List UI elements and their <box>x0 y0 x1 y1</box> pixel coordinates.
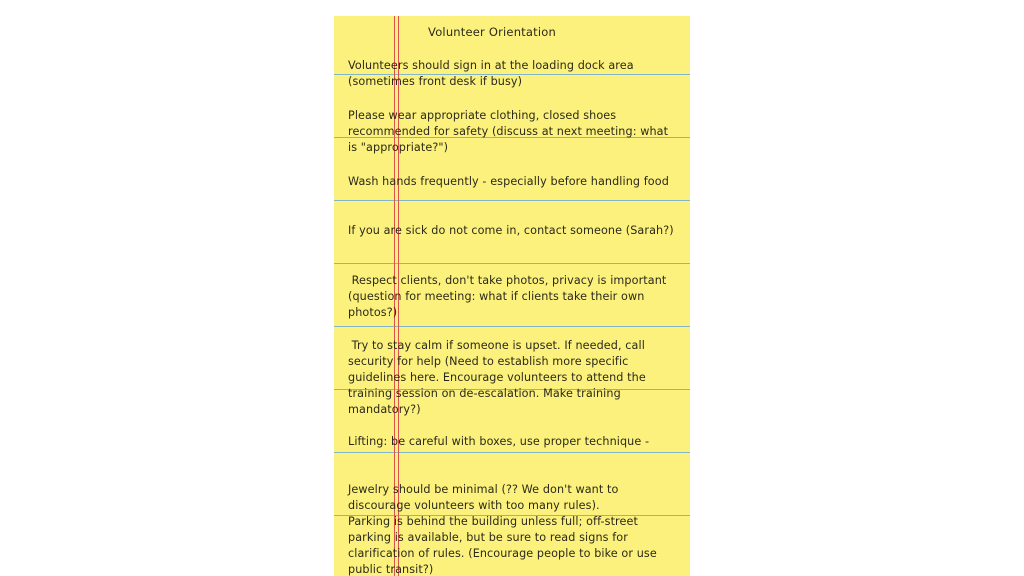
legal-pad-page <box>334 16 690 576</box>
note-clothing: Please wear appropriate clothing, closed shoes recommended for safety (discuss at next meeting: what is "appropriate?") <box>348 109 672 154</box>
note-de-escalation: Try to stay calm if someone is upset. If needed, call security for help (Need to establish more specific guidelines here. Encourage volunteers to attend the training session on de-escalation. Make training mandatory?) <box>348 339 650 416</box>
page-title: Volunteer Orientation <box>428 25 556 39</box>
note-sign-in: Volunteers should sign in at the loading dock area (sometimes front desk if busy) <box>348 59 638 88</box>
note-hand-washing: Wash hands frequently - especially before handling food <box>348 175 669 188</box>
note-privacy: Respect clients, don't take photos, privacy is important (question for meeting: what if clients take their own photos?) <box>348 274 671 319</box>
note-lifting: Lifting: be careful with boxes, use proper technique - <box>348 435 650 448</box>
note-jewelry-parking: Jewelry should be minimal (?? We don't want to discourage volunteers with too many rules). Parking is behind the building unless full; off-street parking is available, but be sure to read signs for clarification of rules. (Encourage people to bike or use public transit?) <box>348 483 657 576</box>
note-sick-policy: If you are sick do not come in, contact someone (Sarah?) <box>348 224 674 237</box>
